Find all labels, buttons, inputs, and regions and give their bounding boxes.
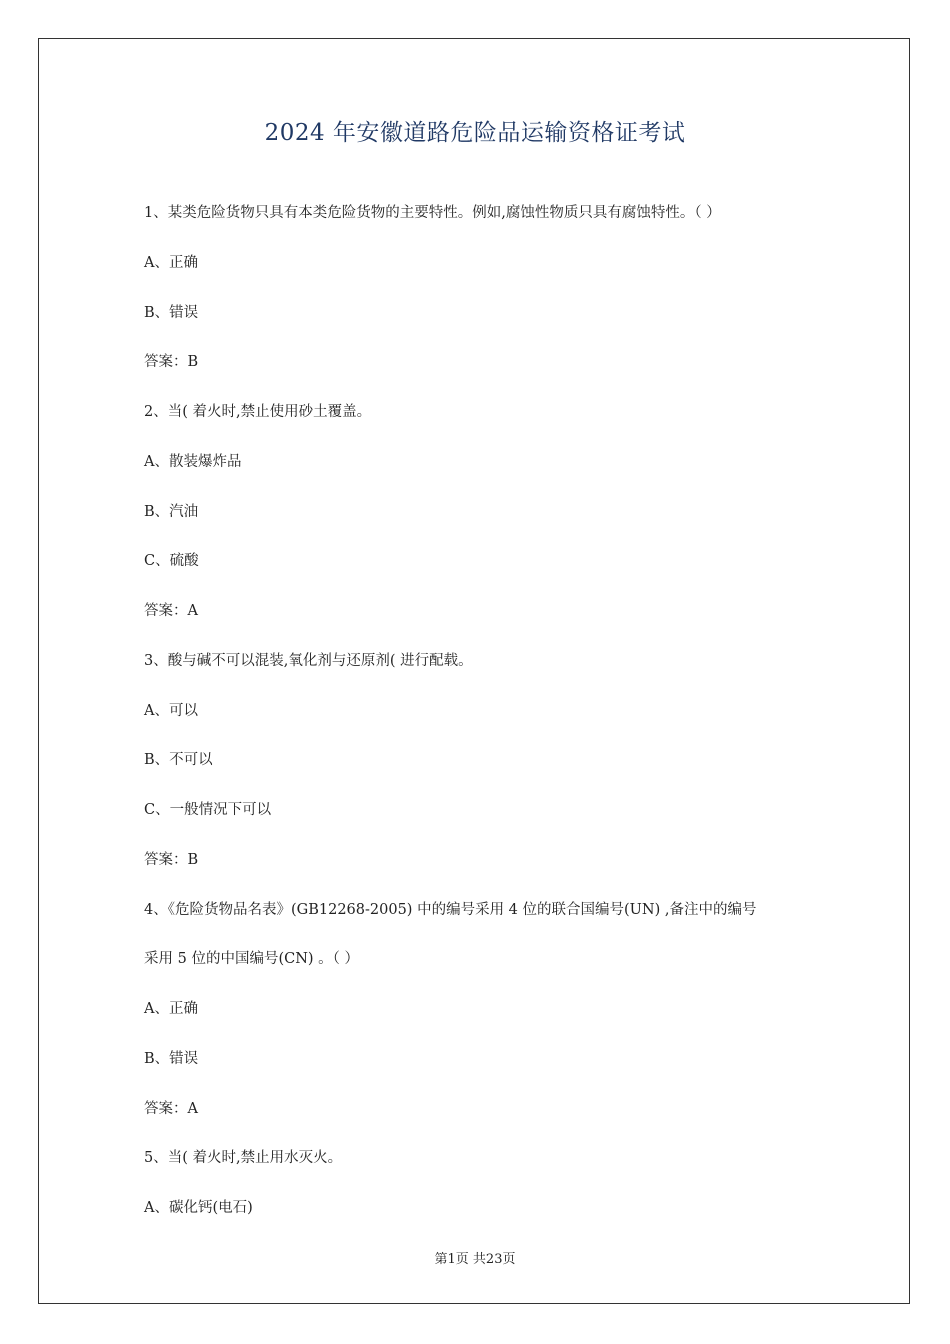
question-1-text: 1、某类危险货物只具有本类危险货物的主要特性。例如,腐蚀性物质只具有腐蚀特性。（ ） <box>144 205 721 221</box>
question-4-answer: 答案：A <box>144 1100 198 1117</box>
question-3-option-a: A、可以 <box>144 702 198 719</box>
question-3-text: 3、酸与碱不可以混装,氧化剂与还原剂( 进行配载。 <box>144 652 473 669</box>
question-3-answer: 答案：B <box>144 851 199 868</box>
question-4-option-a: A、正确 <box>144 1001 198 1017</box>
question-2-answer: 答案：A <box>144 603 198 619</box>
question-2-option-a: A、散装爆炸品 <box>144 453 242 470</box>
question-1-option-b: B、错误 <box>144 304 199 321</box>
question-list <box>144 200 824 1245</box>
question-1-answer: 答案：B <box>144 354 199 371</box>
question-1-option-a: A、正确 <box>144 254 198 271</box>
question-5-option-a: A、碳化钙(电石) <box>144 1200 253 1216</box>
document-title: 2024 年安徽道路危险品运输资格证考试 <box>264 120 686 146</box>
question-4-option-b: B、错误 <box>144 1050 199 1067</box>
question-2-option-c: C、硫酸 <box>144 553 199 570</box>
question-3-option-b: B、不可以 <box>144 752 213 769</box>
question-3-option-c: C、一般情况下可以 <box>144 802 272 818</box>
question-2-text: 2、当( 着火时,禁止使用砂土覆盖。 <box>144 404 372 420</box>
question-4-text: 4、《危险货物品名表》(GB12268-2005) 中的编号采用 4 位的联合国编号(UN) ,备注中的编号 <box>144 901 757 918</box>
question-4-text-continued: 采用 5 位的中国编号(CN) 。（ ） <box>144 951 360 968</box>
page-number: 第1页 共23页 <box>434 1252 516 1267</box>
question-2-option-b: B、汽油 <box>144 503 199 520</box>
question-5-text: 5、当( 着火时,禁止用水灭火。 <box>144 1150 343 1167</box>
